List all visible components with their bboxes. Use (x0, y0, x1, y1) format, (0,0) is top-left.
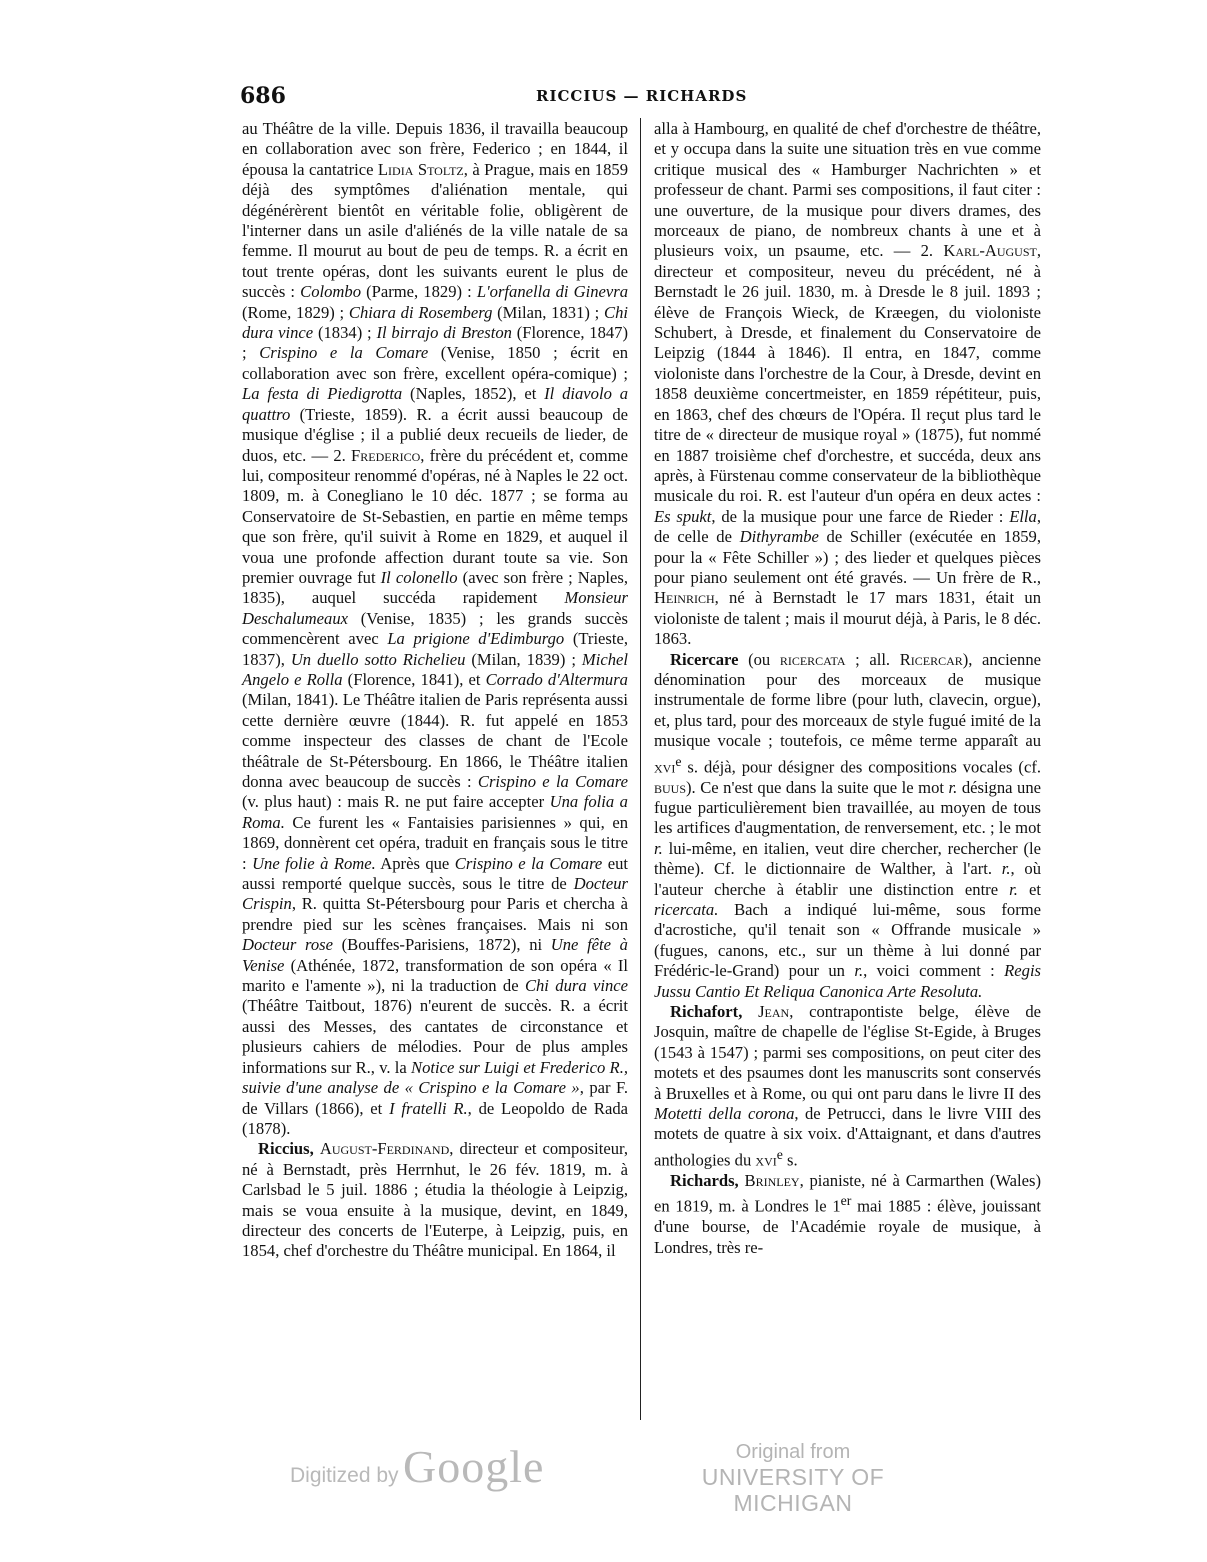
headword: Ricercare (670, 649, 739, 669)
headword: Riccius, (258, 1139, 314, 1159)
page-number: 686 (240, 83, 286, 109)
entry-riccius-luigi-continued: au Théâtre de la ville. Depuis 1836, il travailla beaucoup en collaboration avec son frère, Federico ; en 1844, il épousa la cantatrice Lidia Stoltz, à Prague, mais en 1859 déjà des symptômes d'aliénation mentale, qui dégénérèrent bientôt en véritable folie, obligèrent de l'interner dans un asile d'aliénés de la ville natale de sa femme. Il mourut au bout de peu de temps. R. a écrit en tout trente opéras, dont les suivants eurent le plus de succès : Colombo (Parme, 1829) : L'orfanella di Ginevra (Rome, 1829) ; Chiara di Rosemberg (Milan, 1831) ; Chi dura vince (1834) ; Il birrajo di Breston (Florence, 1847) ; Crispino e la Comare (Venise, 1850 ; écrit en collaboration avec son frère, excellent opéra-comique) ; La festa di Piedigrotta (Naples, 1852), et Il diavolo a quattro (Trieste, 1859). R. a écrit aussi beaucoup de musique d'église ; il a publié deux recueils de lieder, de duos, etc. — 2. Frederico, frère du précédent et, comme lui, compositeur renommé d'opéras, né à Naples le 22 oct. 1809, m. à Conegliano le 10 déc. 1877 ; se forma au Conservatoire de St-Sebastien, en partie en même temps que son frère, qu'il suivit à Rome en 1829, et auquel il voua une profonde affection durant toute sa vie. Son premier ouvrage fut Il colonello (avec son frère ; Naples, 1835), auquel succéda rapidement Monsieur Deschalumeaux (Venise, 1835) ; les grands succès commencèrent avec La prigione d'Edimburgo (Trieste, 1837), Un duello sotto Richelieu (Milan, 1839) ; Michel Angelo e Rolla (Florence, 1841), et Corrado d'Altermura (Milan, 1841). Le Théâtre italien de Paris représenta aussi cette dernière œuvre (1844). R. fut appelé en 1853 comme inspecteur des classes de chant de l'Ecole théâtrale de St-Pétersbourg. En 1866, le Théâtre italien donna avec beaucoup de succès : Crispino e la Comare (v. plus haut) : mais R. ne put faire accepter Una folia a Roma. Ce furent les « Fantaisies parisiennes » qui, en 1869, donnèrent cet opéra, traduit en français sous le titre : Une folie à Rome. Après que Crispino e la Comare eut aussi remporté quelque succès, sous le titre de Docteur Crispin, R. quitta St-Pétersbourg pour Paris et chercha à prendre pied sur les scènes françaises. Mais ni son Docteur rose (Bouffes-Parisiens, 1872), ni Une fête à Venise (Athénée, 1872, transformation de son opéra « Il marito e l'amente »), ni la traduction de Chi dura vince (Théâtre Taitbout, 1876) n'eurent de succès. R. a écrit aussi des Messes, des cantates de circonstance et plusieurs cahiers de mélodies. Pour de plus amples informations sur R., v. la Notice sur Luigi et Frederico R., suivie d'une analyse de « Crispino e la Comare », par F. de Villars (1866), et I fratelli R., de Leopoldo de Rada (1878). (242, 119, 629, 1138)
entry-richards: Richards, Brinley, pianiste, né à Carmarthen (Wales) en 1819, m. à Londres le 1er mai 1885 : élève, jouissant d'une bourse, de l'Académie royale de musique, à Londres, très re- (654, 1170, 1042, 1257)
google-digitized-watermark: Digitized by Google (290, 1441, 545, 1492)
right-column (654, 119, 1041, 1258)
entry-riccius-august-ferdinand: Riccius, August-Ferdinand, directeur et compositeur, né à Bernstadt, près Herrnhut, le 26 fév. 1819, m. à Carlsbad le 5 juil. 1886 ; étudia la théologie à Leipzig, mais se voua ensuite à la musique, devint, en 1849, directeur des concerts de l'Euterpe, à Leipzig, puis, en 1854, chef d'orchestre du Théâtre municipal. En 1864, il (242, 1139, 629, 1261)
entry-riccius-continued: alla à Hambourg, en qualité de chef d'orchestre de théâtre, et y occupa dans la suite une situation très en vue comme critique musical des « Hamburger Nachrichten » et professeur de chant. Parmi ses compositions, il faut citer : une ouverture, de la musique pour divers drames, des morceaux de piano, de nombreux chants à une et à plusieurs voix, un psaume, etc. — 2. Karl-August, directeur et compositeur, neveu du précédent, né à Bernstadt le 26 juil. 1830, m. à Dresde le 8 juil. 1893 ; élève de François Wieck, de Kræegen, du violoniste Schubert, à Dresde, et finalement du Conservatoire de Leipzig (1844 à 1846). Il entra, en 1847, comme violoniste dans l'orchestre de la Cour, à Dresde, devint en 1858 deuxième concertmeister, en 1859 répétiteur, puis, en 1863, chef des chœurs de l'Opéra. Il reçut plus tard le titre de « directeur de musique royal » (1875), fut nommé en 1887 troisième chef d'orchestre, et succéda, deux ans après, à Fürstenau comme conservateur de la bibliothèque musicale du roi. R. est l'auteur d'un opéra en deux actes : Es spukt, de la musique pour une farce de Rieder : Ella, de celle de Dithyrambe de Schiller (exécutée en 1859, pour la « Fête Schiller ») ; des lieder et quelques pièces pour piano seulement ont été gravés. — Un frère de R., Heinrich, né à Bernstadt le 17 mars 1831, était un violoniste de talent ; mais il mourut déjà, à Paris, le 8 déc. 1863. (654, 119, 1041, 649)
entry-ricercare: Ricercare (ou ricercata ; all. Ricercar), ancienne dénomination pour des morceaux de musique instrumentale de forme libre (pour luth, clavecin, orgue), et, plus tard, pour des morceaux de style fugué imité de la musique vocale ; toutefois, ce même terme apparaît au xvi$^e$ s. déjà, pour désigner des compositions vocales (cf. buus). Ce n'est que dans la suite que le mot r. désigna une fugue particulièrement bien travaillée, au moyen de tous les artifices d'augmentation, de renversement, etc. ; le mot r. lui-même, en italien, veut dire chercher, rechercher (le thème). Cf. le dictionnaire de Walther, à l'art. r., où l'auteur cherche à établir une distinction entre r. et ricercata. Bach a indiqué lui-même, sous forme d'acrostiche, qu'il tenait son « Offrande musicale » (fugues, canons, etc., sur un thème à lui donné par Frédéric-le-Grand) pour un r., voici comment : Regis Jussu Cantio Et Reliqua Canonica Arte Resoluta. (654, 649, 1042, 1001)
headword: Richards, (670, 1170, 739, 1190)
left-column (242, 119, 628, 1262)
headword: Richafort, (670, 1002, 743, 1021)
running-head: RICCIUS — RICHARDS (536, 87, 748, 105)
column-divider (640, 118, 641, 1420)
entry-richafort: Richafort, Jean, contrapontiste belge, élève de Josquin, maître de chapelle de l'église St-Egide, à Bruges (1543 à 1547) ; parmi ses compositions, on peut citer des motets et des psaumes dont les manuscrits sont conservés à Bruxelles et à Rome, ou qui ont paru dans le livre II des Motetti della corona, de Petrucci, dans le livre VIII des motets de quatre à six voix. d'Attaignant, et dans d'autres anthologies du xvi$^e$ s. (654, 1002, 1042, 1170)
university-watermark: Original from UNIVERSITY OF MICHIGAN (701, 1441, 885, 1516)
